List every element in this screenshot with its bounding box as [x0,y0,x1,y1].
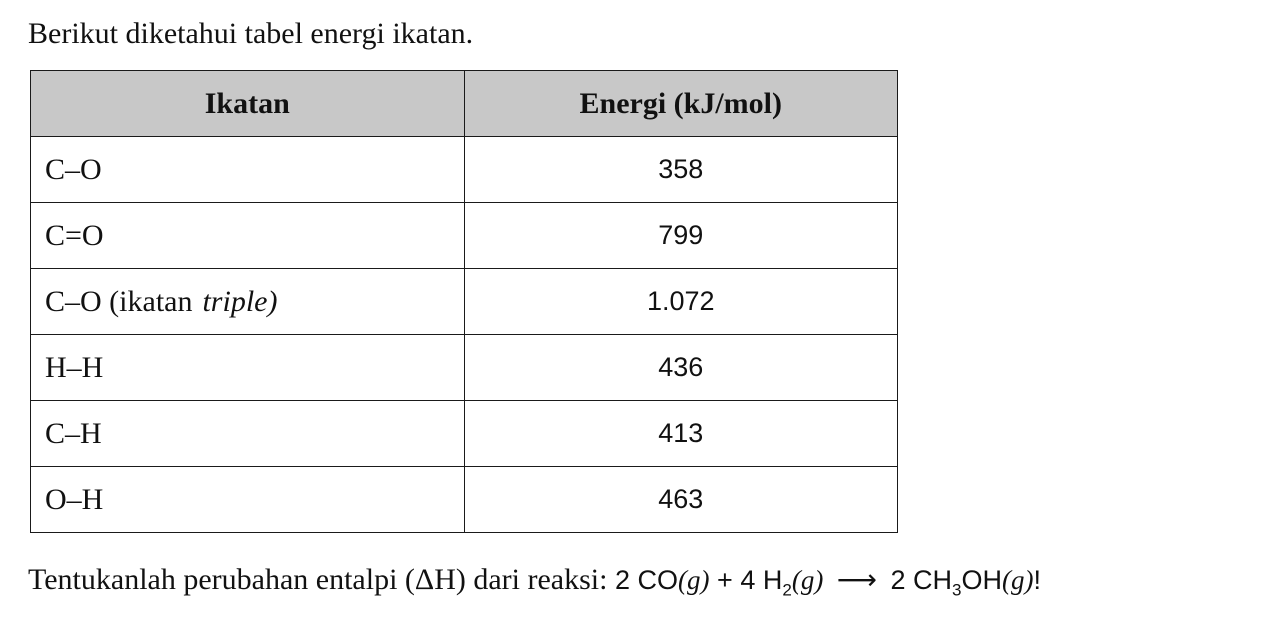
bond-label: C=O [45,218,104,252]
table-row [31,401,898,467]
bond-cell [31,269,465,335]
reaction-equation [614,564,1041,600]
question-suffix: ! [1033,565,1041,595]
product-formula [913,565,1002,600]
energy-cell: 1.072 [464,269,897,335]
reaction-arrow: ⟶ [836,564,877,595]
table-row [31,137,898,203]
bond-label: C–H [45,416,102,450]
bond-cell [31,335,465,401]
header-energy: Energi (kJ/mol) [464,71,897,137]
product-state: (g) [1002,565,1034,595]
table-row [31,335,898,401]
energy-cell: 358 [464,137,897,203]
reactant2-state: (g) [791,565,824,595]
reactant2-coefficient: 4 [740,565,756,595]
energy-cell: 413 [464,401,897,467]
reactant1-state: (g) [678,565,710,595]
product-subscript: 3 [952,580,962,600]
bond-cell [31,203,465,269]
product-coefficient: 2 [890,565,906,595]
table-row [31,269,898,335]
product-tail: OH [961,565,1002,595]
bond-note: triple) [202,284,278,318]
bond-label: H–H [45,350,104,384]
question-prefix: Tentukanlah perubahan entalpi (ΔH) dari reaksi: [28,563,608,596]
table-row [31,203,898,269]
reactant2-formula [762,565,792,600]
bond-cell [31,467,465,533]
intro-text: Berikut diketahui tabel energi ikatan. [28,17,474,50]
bond-label: O–H [45,482,104,516]
bond-label: C–O [45,152,102,186]
reactant1-formula: CO [637,565,679,595]
reactant1-coefficient: 2 [614,565,630,595]
header-bond: Ikatan [31,71,465,137]
plus-sign: + [717,565,733,595]
table-header-row [31,71,898,137]
energy-cell: 799 [464,203,897,269]
bond-cell [31,137,465,203]
bond-energy-table [30,70,898,533]
table-row [31,467,898,533]
product-base: CH [913,565,953,595]
reactant2-base: H [762,565,783,595]
question-text [28,558,1041,612]
energy-cell: 436 [464,335,897,401]
bond-label: C–O (ikatan [45,284,193,318]
bond-cell [31,401,465,467]
reactant2-subscript: 2 [782,580,792,600]
energy-cell: 463 [464,467,897,533]
